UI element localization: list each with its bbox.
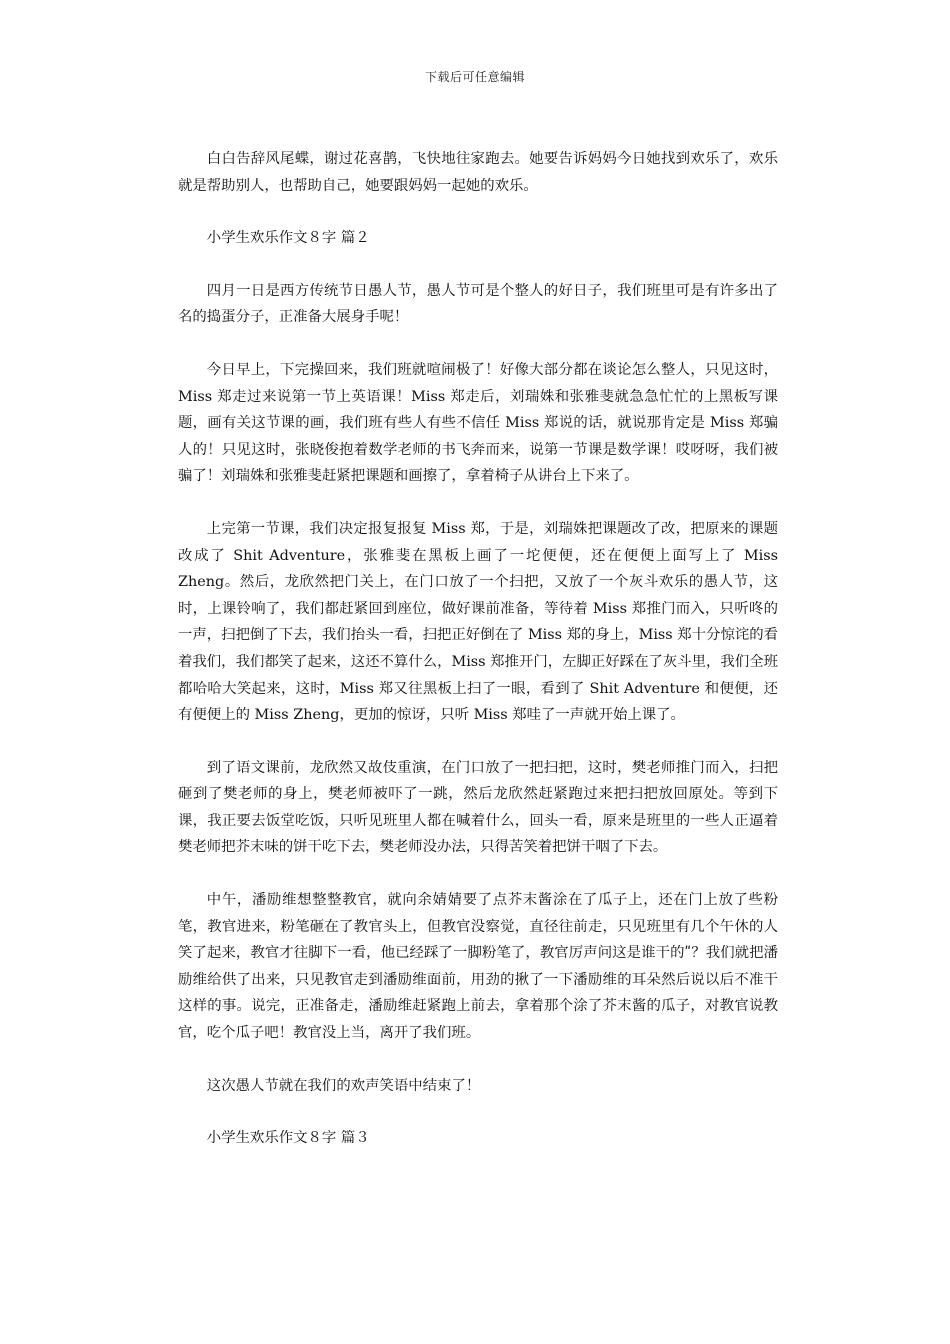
paragraph-3: 今日早上，下完操回来，我们班就喧闹极了！好像大部分都在谈论怎么整人，只见这时，Miss 郑走过来说第一节上英语课！Miss 郑走后，刘瑞姝和张雅斐就急急忙忙的上黑板写课题，画有关这节课的画，我们班有些人有些不信任 Miss 郑说的话，就说那肯定是 Miss 郑骗人的！只见这时，张晓俊抱着数学老师的书飞奔而来，说第一节课是数学课！哎呀呀，我们被骗了！刘瑞姝和张雅斐赶紧把课题和画擦了，拿着椅子从讲台上下来了。 (178, 361, 778, 485)
paragraph-7: 这次愚人节就在我们的欢声笑语中结束了！ (206, 1077, 481, 1094)
paragraph-6: 中午，潘励维想整整教官，就向余婧婧要了点芥末酱涂在了瓜子上，还在门上放了些粉笔，教官进来，粉笔砸在了教官头上，但教官没察觉，直径往前走，只见班里有几个午休的人笑了起来，教官才往脚下一看，他已经踩了一脚粉笔了，教官厉声问这是谁干的ʺ？我们就把潘励维给供了出来，只见教官走到潘励维面前，用劲的揪了一下潘励维的耳朵然后说以后不准干这样的事。说完，正准备走，潘励维赶紧跑上前去，拿着那个涂了芥末酱的瓜子，对教官说教官，吃个瓜子吧！教官没上当，离开了我们班。 (178, 892, 778, 1042)
document-body (178, 146, 778, 1178)
paragraph-1: 白白告辞风尾蝶，谢过花喜鹊，飞快地往家跑去。她要告诉妈妈今日她找到欢乐了，欢乐就是帮助别人，也帮助自己，她要跟妈妈一起她的欢乐。 (178, 151, 778, 194)
section-heading-3: 小学生欢乐作文８字 篇３ (206, 1130, 370, 1147)
paragraph-2: 四月一日是西方传统节日愚人节，愚人节可是个整人的好日子，我们班里可是有许多出了名的捣蛋分子，正准备大展身手呢！ (178, 282, 778, 326)
page-header: 下载后可任意编辑 (424, 70, 525, 84)
paragraph-5: 到了语文课前，龙欣然又故伎重演，在门口放了一把扫把，这时，樊老师推门而入，扫把砸到了樊老师的身上，樊老师被吓了一跳，然后龙欣然赶紧跑过来把扫把放回原处。等到下课，我正要去饭堂吃饭，只听见班里人都在喊着什么，回头一看，原来是班里的一些人正逼着樊老师把芥末味的饼干吃下去，樊老师没办法，只得苦笑着把饼干咽了下去。 (178, 759, 778, 856)
section-heading-2: 小学生欢乐作文８字 篇２ (206, 230, 370, 247)
paragraph-4: 上完第一节课，我们决定报复报复 Miss 郑，于是，刘瑞姝把课题改了改，把原来的课题改成了 Shit Adventure，张雅斐在黑板上画了一坨便便，还在便便上面写上了 Miss Zheng。然后，龙欣然把门关上，在门口放了一个扫把，又放了一个灰斗欢乐的愚人节，这时，上课铃响了，我们都赶紧回到座位，做好课前准备，等待着 Miss 郑推门而入，只听咚的一声，扫把倒了下去，我们抬头一看，扫把正好倒在了 Miss 郑的身上，Miss 郑十分惊诧的看着我们，我们都笑了起来，这还不算什么，Miss 郑推开门，左脚正好踩在了灰斗里，我们全班都哈哈大笑起来，这时，Miss 郑又往黑板上扫了一眼，看到了 Shit Adventure 和便便，还有便便上的 Miss Zheng，更加的惊讶，只听 Miss 郑哇了一声就开始上课了。 (178, 520, 779, 724)
